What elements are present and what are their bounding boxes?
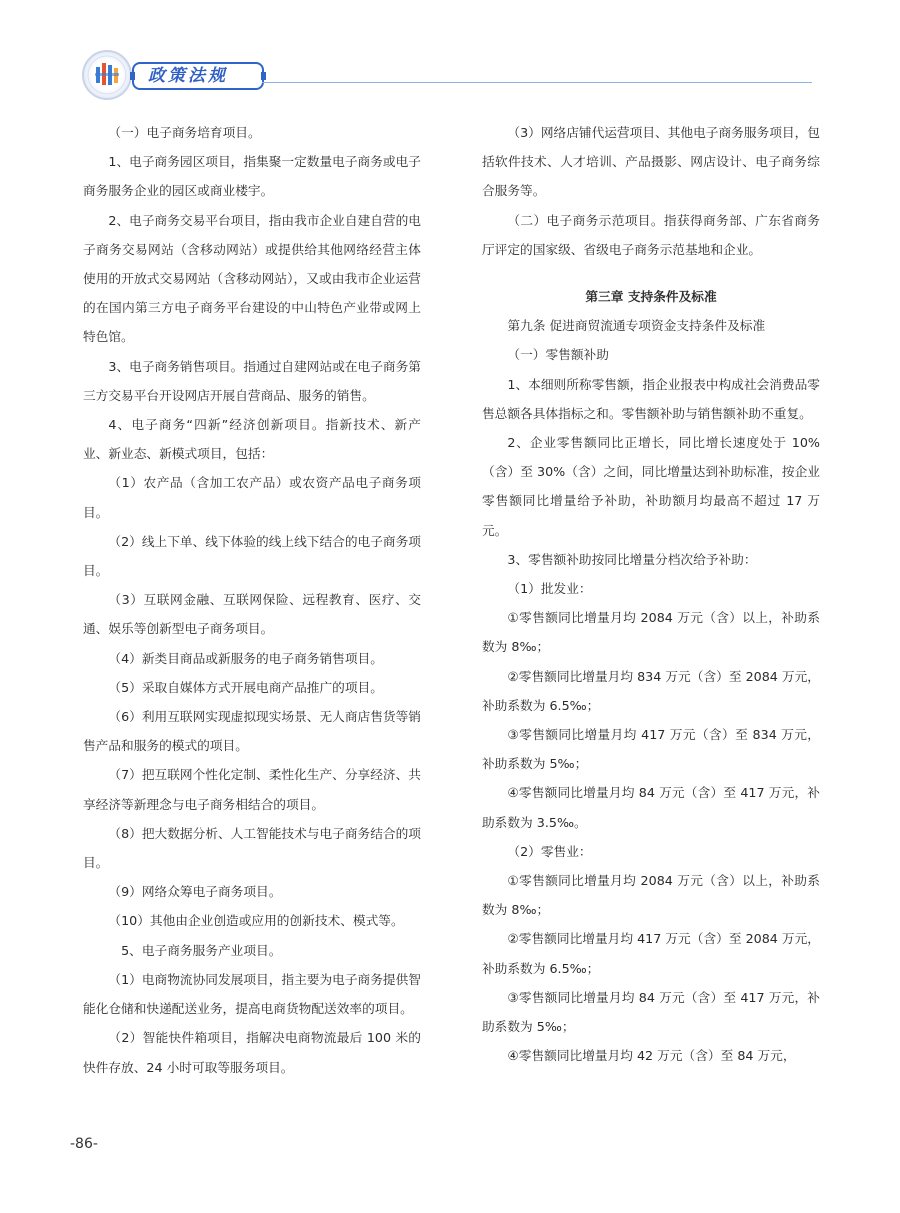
left-column <box>83 118 421 1082</box>
paragraph: 3、零售额补助按同比增量分档次给予补助： <box>507 551 757 567</box>
badge-right-notch <box>261 72 266 80</box>
paragraph: 2、电子商务交易平台项目，指由我市企业自建自营的电子商务交易网站（含移动网站）或提供给其他网络经营主体使用的开放式交易网站（含移动网站），又或由我市企业运营的在国内第三方电子商务平台建设的中山特色产业带或网上特色馆。 <box>83 212 421 345</box>
paragraph: （2）零售业： <box>507 843 592 859</box>
paragraph: （一）零售额补助 <box>507 347 609 363</box>
paragraph: 3、电子商务销售项目。指通过自建网站或在电子商务第三方交易平台开设网店开展自营商品、服务的销售。 <box>83 358 421 403</box>
badge-left-notch <box>130 72 135 80</box>
paragraph: ①零售额同比增量月均 2084 万元（含）以上，补助系数为 8‰； <box>482 873 820 918</box>
paragraph: （3）网络店铺代运营项目、其他电子商务服务项目，包括软件技术、人才培训、产品摄影、网店设计、电子商务综合服务等。 <box>482 125 820 199</box>
paragraph: （1）批发业： <box>507 581 592 597</box>
paragraph: （一）电子商务培育项目。 <box>108 125 261 140</box>
chapter-heading: 第三章 支持条件及标准 <box>585 289 717 305</box>
paragraph: （二）电子商务示范项目。指获得商务部、广东省商务厅评定的国家级、省级电子商务示范基地和企业。 <box>482 212 820 257</box>
paragraph: （2）智能快件箱项目，指解决电商物流最后 100 米的快件存放、24 小时可取等服务项目。 <box>83 1030 421 1075</box>
section-title-badge <box>132 62 264 90</box>
paragraph: （10）其他由企业创造或应用的创新技术、模式等。 <box>108 913 404 929</box>
paragraph: （4）新类目商品或新服务的电子商务销售项目。 <box>108 650 383 666</box>
paragraph: （5）采取自媒体方式开展电商产品推广的项目。 <box>108 679 383 695</box>
paragraph: 5、电子商务服务产业项目。 <box>121 942 282 958</box>
paragraph: （9）网络众筹电子商务项目。 <box>108 884 282 900</box>
paragraph: 第九条 促进商贸流通专项资金支持条件及标准 <box>507 318 766 334</box>
paragraph: （6）利用互联网实现虚拟现实场景、无人商店售货等销售产品和服务的模式的项目。 <box>83 709 421 754</box>
page-number: -86- <box>70 1136 98 1152</box>
paragraph: （8）把大数据分析、人工智能技术与电子商务结合的项目。 <box>83 825 421 871</box>
paragraph: （3）互联网金融、互联网保险、远程教育、医疗、交通、娱乐等创新型电子商务项目。 <box>83 592 421 637</box>
paragraph: ③零售额同比增量月均 84 万元（含）至 417 万元，补助系数为 5‰； <box>482 989 820 1035</box>
page-header <box>82 50 822 102</box>
paragraph: ②零售额同比增量月均 834 万元（含）至 2084 万元，补助系数为 6.5‰； <box>482 668 820 713</box>
right-column <box>482 118 820 1071</box>
paragraph: 4、电子商务“四新”经济创新项目。指新技术、新产业、新业态、新模式项目，包括： <box>83 417 421 462</box>
section-title: 政策法规 <box>148 66 228 86</box>
paragraph: （2）线上下单、线下体验的线上线下结合的电子商务项目。 <box>83 533 421 579</box>
paragraph: （7）把互联网个性化定制、柔性化生产、分享经济、共享经济等新理念与电子商务相结合的项目。 <box>83 767 421 812</box>
paragraph: 1、电子商务园区项目，指集聚一定数量电子商务或电子商务服务企业的园区或商业楼宇。 <box>83 154 421 199</box>
paragraph: 1、本细则所称零售额，指企业报表中构成社会消费品零售总额各具体指标之和。零售额补助与销售额补助不重复。 <box>482 376 820 421</box>
emblem-logo <box>82 50 132 100</box>
paragraph: ②零售额同比增量月均 417 万元（含）至 2084 万元，补助系数为 6.5‰； <box>482 931 820 976</box>
paragraph: （1）电商物流协同发展项目，指主要为电子商务提供智能化仓储和快递配送业务，提高电商货物配送效率的项目。 <box>83 971 421 1017</box>
paragraph: ④零售额同比增量月均 42 万元（含）至 84 万元， <box>507 1048 796 1064</box>
paragraph: ④零售额同比增量月均 84 万元（含）至 417 万元，补助系数为 3.5‰。 <box>482 785 820 830</box>
header-divider <box>262 82 812 83</box>
paragraph: 2、企业零售额同比正增长，同比增长速度处于 10%（含）至 30%（含）之间，同比增量达到补助标准，按企业零售额同比增量给予补助，补助额月均最高不超过 17 万元。 <box>482 435 820 538</box>
paragraph: ③零售额同比增量月均 417 万元（含）至 834 万元，补助系数为 5‰； <box>482 727 820 772</box>
paragraph: （1）农产品（含加工农产品）或农资产品电子商务项目。 <box>83 475 421 520</box>
paragraph: ①零售额同比增量月均 2084 万元（含）以上，补助系数为 8‰； <box>482 610 820 655</box>
